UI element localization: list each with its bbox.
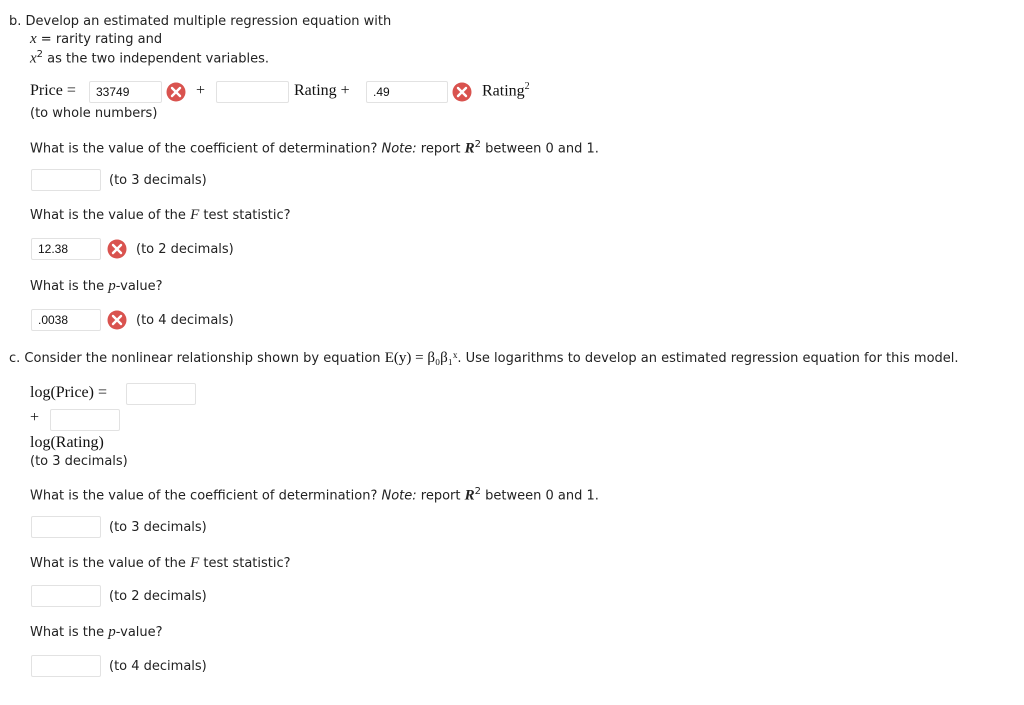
f-question-post: test statistic?	[203, 556, 291, 571]
note-text: report	[420, 141, 461, 157]
part-c-f-input[interactable]	[31, 585, 101, 607]
part-c-r2-input[interactable]	[31, 516, 101, 538]
part-c-p-input[interactable]	[31, 655, 101, 677]
rating2-text: Rating	[482, 82, 525, 100]
x-variable: x	[30, 31, 37, 47]
nonlinear-equation: E(y) = β₀β₁ˣ	[384, 350, 458, 366]
log-intercept-input[interactable]	[126, 383, 196, 405]
p-symbol: p	[108, 624, 116, 640]
part-b-header-line3	[30, 49, 269, 67]
p-question-post: -value?	[115, 625, 163, 640]
part-c-f-question	[30, 555, 291, 572]
rating-squared-coefficient-input[interactable]	[366, 81, 448, 103]
note-label: Note:	[381, 141, 417, 157]
incorrect-x-icon	[107, 310, 127, 330]
f-question-post: test statistic?	[203, 208, 291, 223]
independent-vars-text: as the two independent variables.	[43, 51, 269, 67]
rating2-exponent: 2	[524, 81, 530, 92]
note-label: Note:	[381, 488, 417, 504]
part-c-f-hint: (to 2 decimals)	[109, 589, 207, 604]
rating-coefficient-input[interactable]	[216, 81, 289, 103]
f-symbol: F	[190, 207, 200, 223]
log-rating-label: log(Rating)	[30, 434, 104, 451]
part-c-p-question	[30, 624, 163, 641]
price-intercept-input[interactable]	[89, 81, 162, 103]
part-b-r2-hint: (to 3 decimals)	[109, 173, 207, 188]
part-b-p-question	[30, 278, 163, 295]
x2-exponent: 2	[36, 49, 44, 60]
part-c-decimals-note: (to 3 decimals)	[30, 454, 128, 469]
rating-squared-label	[482, 81, 530, 100]
price-label: Price =	[30, 82, 76, 99]
part-b-f-hint: (to 2 decimals)	[136, 242, 234, 257]
log-price-label: log(Price) =	[30, 384, 107, 401]
incorrect-x-icon	[107, 239, 127, 259]
part-c-header-post: . Use logarithms to develop an estimated regression equation for this model.	[457, 351, 959, 366]
rarity-text: = rarity rating and	[36, 32, 163, 47]
r2-range-text: between 0 and 1.	[485, 141, 599, 157]
part-b-header-line2	[30, 31, 162, 48]
part-b-p-hint: (to 4 decimals)	[136, 313, 234, 328]
incorrect-x-icon	[166, 82, 186, 102]
incorrect-x-icon	[452, 82, 472, 102]
part-c-header	[9, 350, 959, 367]
whole-numbers-note: (to whole numbers)	[30, 106, 158, 121]
part-c-r2-hint: (to 3 decimals)	[109, 520, 207, 535]
r2-range-text: between 0 and 1.	[485, 488, 599, 504]
f-symbol: F	[190, 555, 200, 571]
plus-sign: +	[196, 82, 206, 99]
note-text: report	[420, 488, 461, 504]
p-question-post: -value?	[115, 279, 163, 294]
part-b-r2-input[interactable]	[31, 169, 101, 191]
f-question-pre: What is the value of the	[30, 556, 186, 571]
part-c-header-pre: c. Consider the nonlinear relationship shown by equation	[9, 351, 381, 366]
p-question-pre: What is the	[30, 625, 105, 640]
part-b-p-input[interactable]	[31, 309, 101, 331]
r-symbol: R	[464, 140, 475, 157]
plus-sign-c: +	[30, 409, 40, 426]
part-b-header-line1: b. Develop an estimated multiple regression equation with	[9, 14, 392, 29]
part-b-r2-question	[30, 139, 599, 157]
part-c-p-hint: (to 4 decimals)	[109, 659, 207, 674]
log-slope-input[interactable]	[50, 409, 120, 431]
rating-label: Rating +	[294, 82, 350, 99]
part-c-r2-question	[30, 486, 599, 504]
r-symbol: R	[464, 487, 475, 504]
x2-variable: x	[30, 50, 37, 67]
r2-exponent: 2	[474, 139, 482, 150]
r2-question-text: What is the value of the coefficient of determination?	[30, 488, 378, 504]
f-question-pre: What is the value of the	[30, 208, 186, 223]
r2-question-text: What is the value of the coefficient of determination?	[30, 141, 378, 157]
part-b-f-input[interactable]	[31, 238, 101, 260]
p-question-pre: What is the	[30, 279, 105, 294]
p-symbol: p	[108, 278, 116, 294]
r2-exponent: 2	[474, 486, 482, 497]
part-b-f-question	[30, 207, 291, 224]
